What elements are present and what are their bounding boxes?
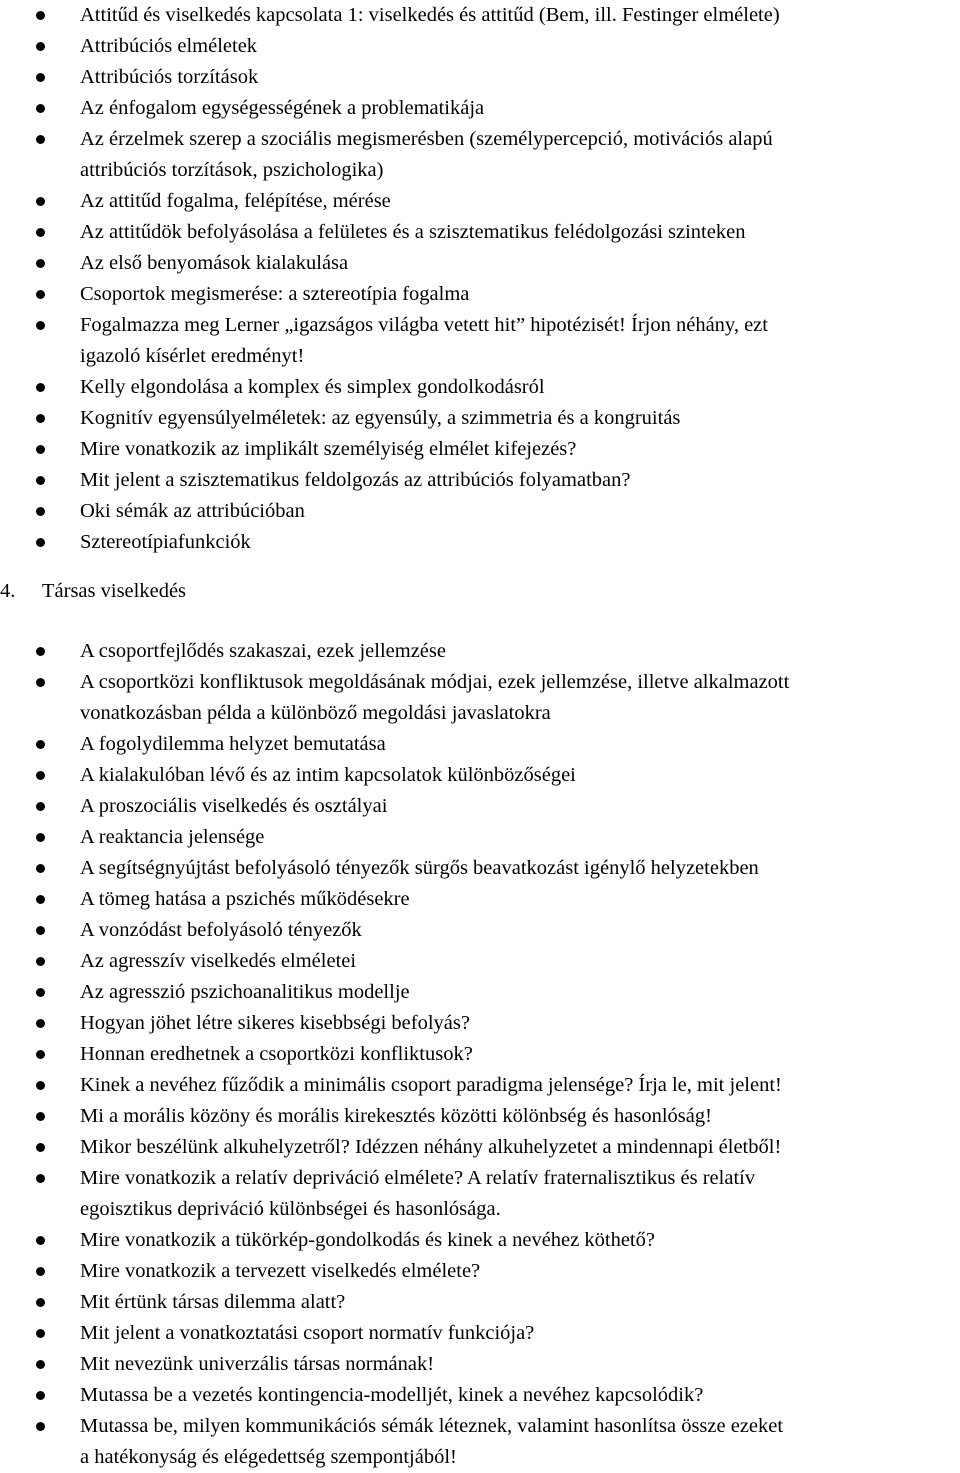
question-list-top — [0, 0, 960, 558]
bullet-icon — [36, 1019, 45, 1028]
list-item — [0, 729, 960, 760]
list-item — [0, 946, 960, 977]
bullet-icon — [36, 73, 45, 82]
list-item — [0, 1070, 960, 1101]
bullet-icon — [36, 11, 45, 20]
list-item — [0, 1101, 960, 1132]
list-item-text: Csoportok megismerése: a sztereotípia fogalma — [80, 283, 470, 305]
list-item-text: A kialakulóban lévő és az intim kapcsolatok különbözőségei — [80, 764, 576, 786]
list-item — [0, 0, 960, 31]
bullet-icon — [36, 678, 45, 687]
list-item-text: Mit értünk társas dilemma alatt? — [80, 1291, 346, 1313]
list-item — [0, 496, 960, 527]
list-item-text: Kinek a nevéhez fűződik a minimális csoport paradigma jelensége? Írja le, mit jelent! — [80, 1074, 782, 1096]
list-item — [0, 310, 960, 372]
bullet-icon — [36, 1391, 45, 1400]
bullet-icon — [36, 290, 45, 299]
list-item — [0, 372, 960, 403]
list-item — [0, 93, 960, 124]
list-item-text: Mit jelent a szisztematikus feldolgozás az attribúciós folyamatban? — [80, 469, 631, 491]
list-item-text: A segítségnyújtást befolyásoló tényezők sürgős beavatkozást igénylő helyzetekben — [80, 857, 759, 879]
bullet-icon — [36, 802, 45, 811]
list-item-text: igazoló kísérlet eredményt! — [80, 345, 305, 367]
bullet-icon — [36, 833, 45, 842]
list-item-text: A csoportfejlődés szakaszai, ezek jellemzése — [80, 640, 446, 662]
list-item — [0, 1008, 960, 1039]
list-item — [0, 636, 960, 667]
bullet-icon — [36, 135, 45, 144]
list-item-text: Az attitűdök befolyásolása a felületes és a szisztematikus felédolgozási szinteken — [80, 221, 746, 243]
bullet-icon — [36, 197, 45, 206]
list-item-text: Sztereotípiafunkciók — [80, 531, 251, 553]
bullet-icon — [36, 957, 45, 966]
list-item — [0, 248, 960, 279]
list-item-text: Mutassa be, milyen kommunikációs sémák léteznek, valamint hasonlítsa össze ezeket — [80, 1415, 784, 1437]
list-item — [0, 853, 960, 884]
list-item-text: Mire vonatkozik az implikált személyiség elmélet kifejezés? — [80, 438, 577, 460]
list-item-text: Az agresszió pszichoanalitikus modellje — [80, 981, 410, 1003]
question-list-bottom — [0, 636, 960, 1473]
bullet-icon — [36, 104, 45, 113]
bullet-icon — [36, 1267, 45, 1276]
bullet-icon — [36, 1360, 45, 1369]
bullet-icon — [36, 988, 45, 997]
list-item-text: Kelly elgondolása a komplex és simplex gondolkodásról — [80, 376, 545, 398]
bullet-icon — [36, 259, 45, 268]
list-item-text: egoisztikus depriváció különbségei és hasonlósága. — [80, 1198, 501, 1220]
list-item-text: Mire vonatkozik a relatív depriváció elmélete? A relatív fraternalisztikus és relatív — [80, 1167, 756, 1189]
list-item — [0, 1163, 960, 1225]
bullet-icon — [36, 507, 45, 516]
list-item-text: Hogyan jöhet létre sikeres kisebbségi befolyás? — [80, 1012, 470, 1034]
list-item — [0, 403, 960, 434]
bullet-icon — [36, 740, 45, 749]
list-item — [0, 667, 960, 729]
list-item-text: Mit nevezünk univerzális társas normának! — [80, 1353, 435, 1375]
list-item-text: A proszociális viselkedés és osztályai — [80, 795, 388, 817]
list-item — [0, 1132, 960, 1163]
bullet-icon — [36, 42, 45, 51]
bullet-icon — [36, 445, 45, 454]
list-item-text: Mi a morális közöny és morális kirekesztés közötti kölönbség és hasonlóság! — [80, 1105, 712, 1127]
list-item — [0, 1380, 960, 1411]
list-item — [0, 884, 960, 915]
bullet-icon — [36, 771, 45, 780]
list-item — [0, 760, 960, 791]
list-item — [0, 1039, 960, 1070]
list-item — [0, 1287, 960, 1318]
list-item-text: Az első benyomások kialakulása — [80, 252, 349, 274]
list-item-text: Attribúciós torzítások — [80, 66, 259, 88]
list-item-text: a hatékonyság és elégedettség szempontjából! — [80, 1446, 457, 1468]
list-item — [0, 124, 960, 186]
list-item — [0, 217, 960, 248]
bullet-icon — [36, 895, 45, 904]
list-item-text: A vonzódást befolyásoló tényezők — [80, 919, 362, 941]
list-item-text: Mire vonatkozik a tervezett viselkedés elmélete? — [80, 1260, 481, 1282]
bullet-icon — [36, 926, 45, 935]
section-title: Társas viselkedés — [42, 580, 187, 602]
list-item-text: Attitűd és viselkedés kapcsolata 1: viselkedés és attitűd (Bem, ill. Festinger elmélete) — [80, 4, 780, 26]
bullet-icon — [36, 647, 45, 656]
bullet-icon — [36, 228, 45, 237]
bullet-icon — [36, 476, 45, 485]
bullet-icon — [36, 538, 45, 547]
list-item-text: A fogolydilemma helyzet bemutatása — [80, 733, 386, 755]
list-item-text: Mikor beszélünk alkuhelyzetről? Idézzen néhány alkuhelyzetet a mindennapi életből! — [80, 1136, 782, 1158]
bullet-icon — [36, 383, 45, 392]
list-item — [0, 279, 960, 310]
bullet-icon — [36, 1329, 45, 1338]
list-item-text: A reaktancia jelensége — [80, 826, 265, 848]
section-number: 4. — [0, 580, 16, 602]
bullet-icon — [36, 1298, 45, 1307]
list-item — [0, 822, 960, 853]
bullet-icon — [36, 414, 45, 423]
list-item — [0, 1318, 960, 1349]
bullet-icon — [36, 1422, 45, 1431]
list-item — [0, 186, 960, 217]
bullet-icon — [36, 321, 45, 330]
list-item-text: vonatkozásban példa a különböző megoldási javaslatokra — [80, 702, 551, 724]
list-item — [0, 434, 960, 465]
list-item-text: Mutassa be a vezetés kontingencia-modelljét, kinek a nevéhez kapcsolódik? — [80, 1384, 704, 1406]
bullet-icon — [36, 1174, 45, 1183]
list-item — [0, 977, 960, 1008]
list-item — [0, 791, 960, 822]
bullet-icon — [36, 1050, 45, 1059]
list-item — [0, 527, 960, 558]
list-item-text: Kognitív egyensúlyelméletek: az egyensúly, a szimmetria és a kongruitás — [80, 407, 681, 429]
bullet-icon — [36, 1081, 45, 1090]
list-item-text: Fogalmazza meg Lerner „igazságos világba vetett hit” hipotézisét! Írjon néhány, ezt — [80, 314, 768, 336]
list-item-text: Attribúciós elméletek — [80, 35, 258, 57]
list-item-text: A csoportközi konfliktusok megoldásának módjai, ezek jellemzése, illetve alkalmazott — [80, 671, 790, 693]
list-item — [0, 915, 960, 946]
bullet-icon — [36, 1112, 45, 1121]
list-item-text: A tömeg hatása a pszichés működésekre — [80, 888, 410, 910]
bullet-icon — [36, 1236, 45, 1245]
list-item-text: Az agresszív viselkedés elméletei — [80, 950, 357, 972]
list-item-text: Az érzelmek szerep a szociális megismerésben (személypercepció, motivációs alapú — [80, 128, 773, 150]
list-item — [0, 465, 960, 496]
list-item-text: Mire vonatkozik a tükörkép-gondolkodás és kinek a nevéhez köthető? — [80, 1229, 655, 1251]
list-item — [0, 1411, 960, 1473]
bullet-icon — [36, 1143, 45, 1152]
list-item-text: attribúciós torzítások, pszichologika) — [80, 159, 384, 181]
list-item-text: Oki sémák az attribúcióban — [80, 500, 305, 522]
list-item — [0, 1349, 960, 1380]
list-item — [0, 62, 960, 93]
list-item — [0, 1225, 960, 1256]
list-item — [0, 31, 960, 62]
bullet-icon — [36, 864, 45, 873]
list-item — [0, 1256, 960, 1287]
list-item-text: Az attitűd fogalma, felépítése, mérése — [80, 190, 391, 212]
list-item-text: Honnan eredhetnek a csoportközi konfliktusok? — [80, 1043, 473, 1065]
list-item-text: Mit jelent a vonatkoztatási csoport normatív funkciója? — [80, 1322, 535, 1344]
list-item-text: Az énfogalom egységességének a problematikája — [80, 97, 485, 119]
